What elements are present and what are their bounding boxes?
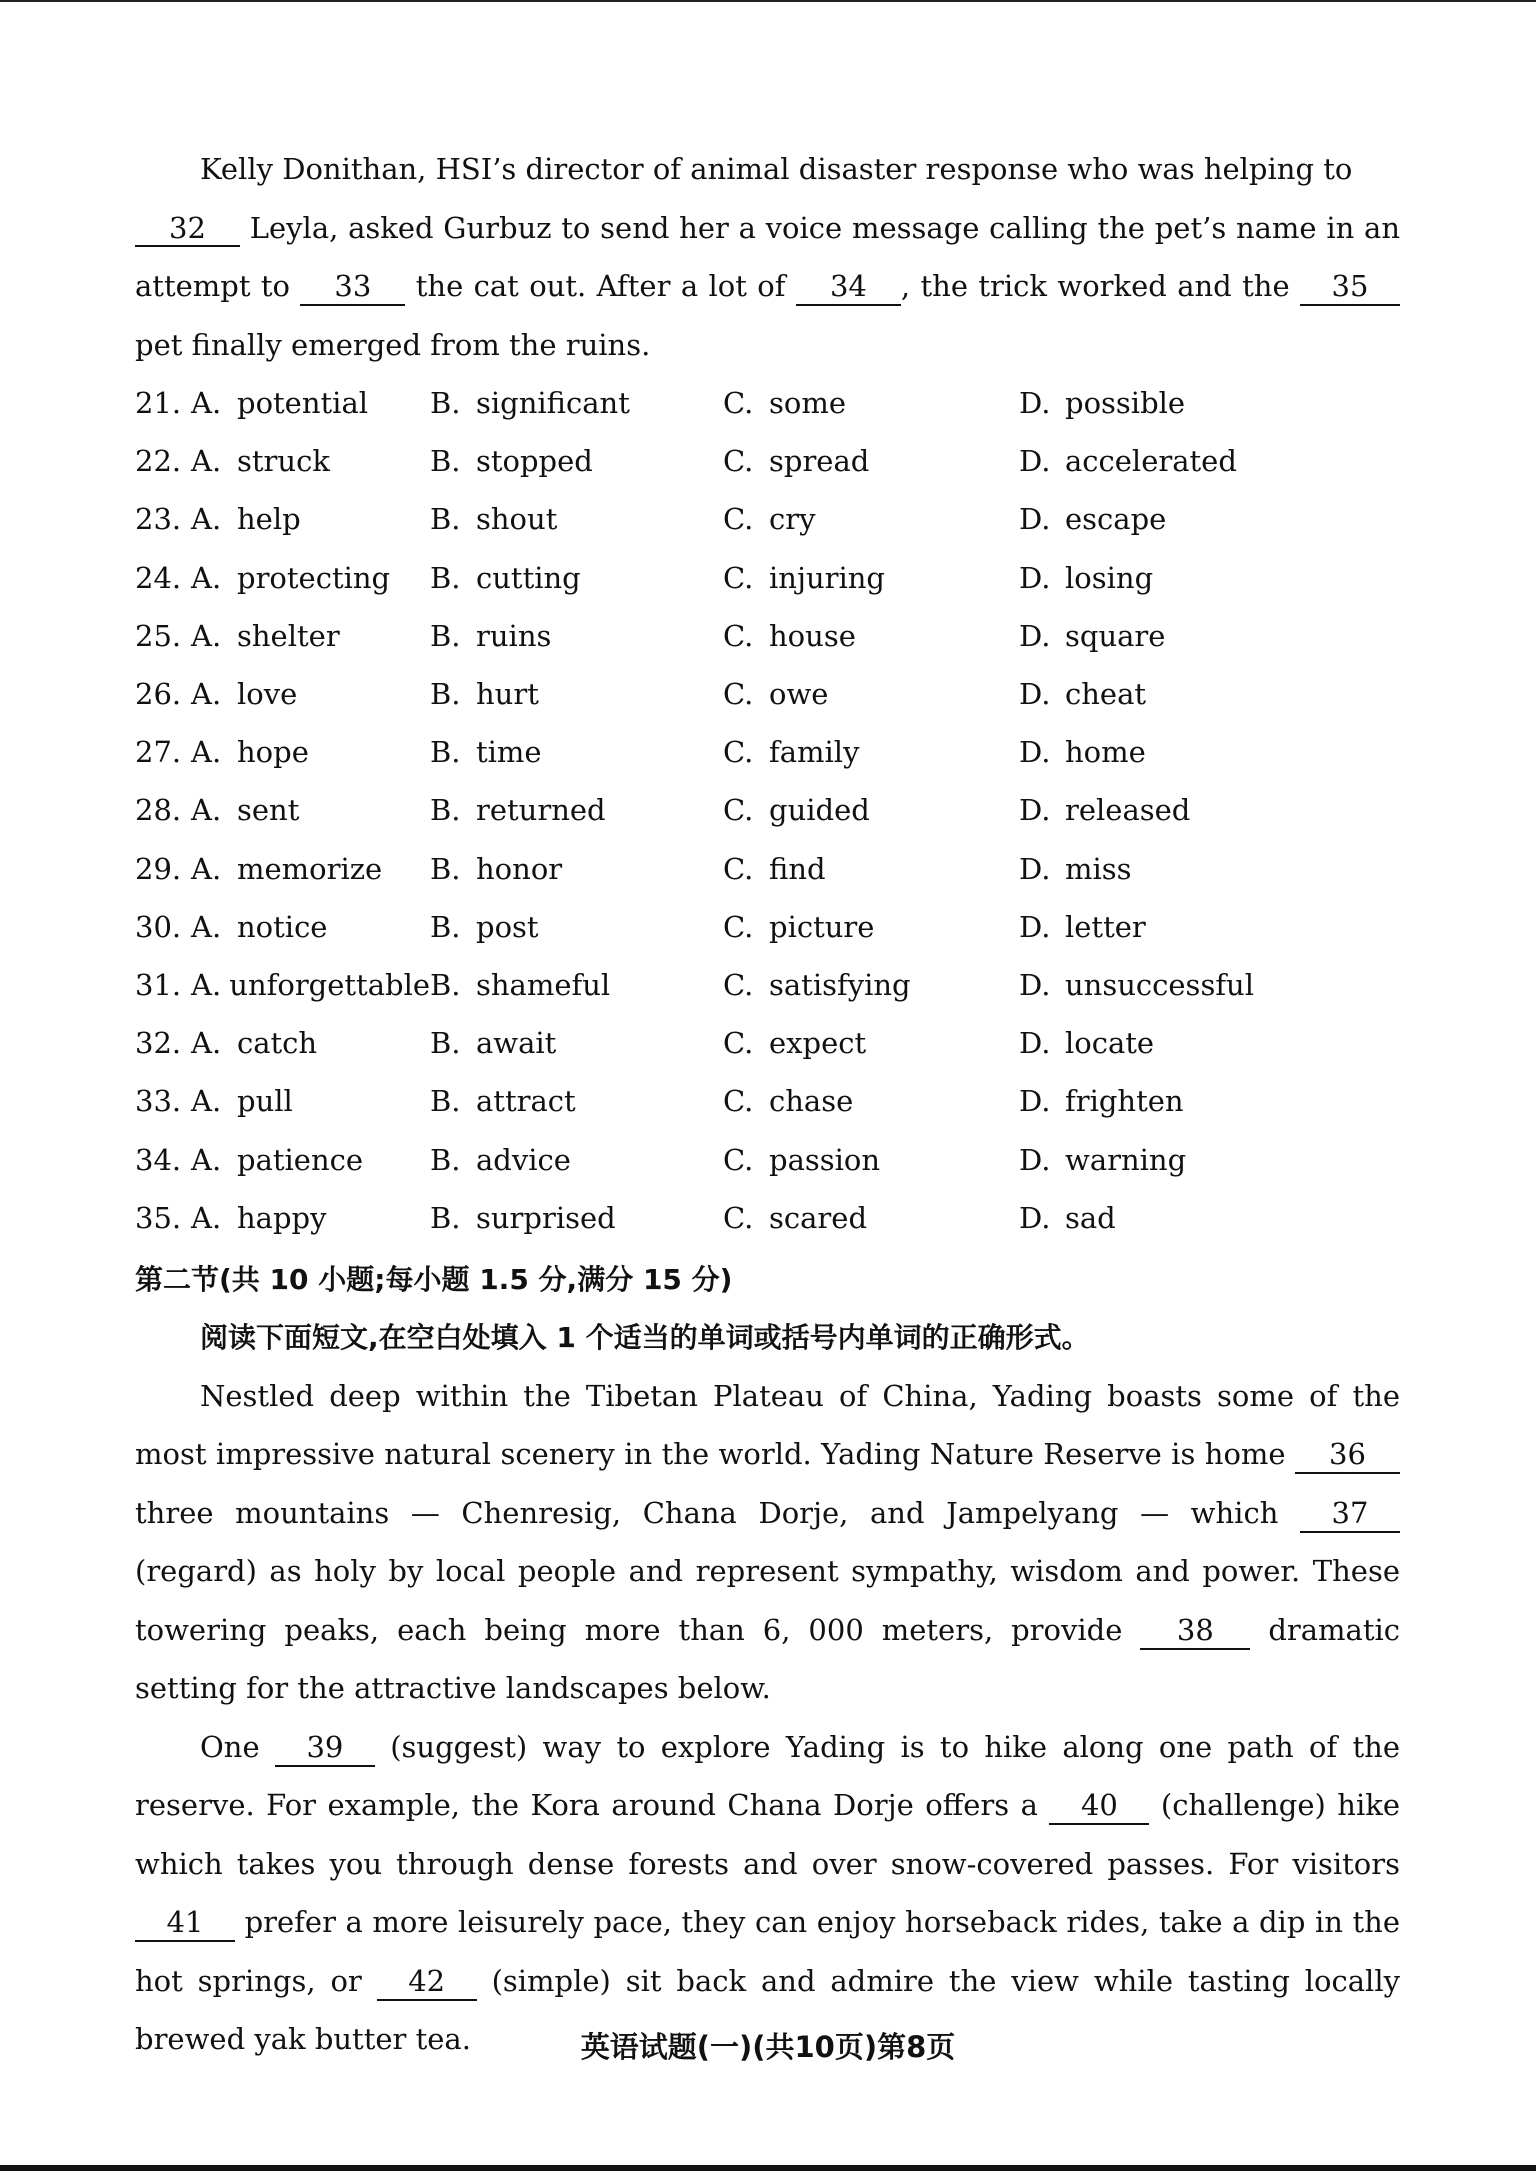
option-d — [1019, 968, 1339, 1002]
option-text: cutting — [476, 560, 581, 595]
option-a — [191, 1143, 430, 1177]
option-letter: D. — [1019, 386, 1051, 421]
passage-text: the cat out. After a lot of — [405, 269, 796, 303]
option-a — [191, 561, 430, 595]
option-text: picture — [769, 909, 875, 944]
option-a — [191, 444, 430, 478]
option-letter: A. — [191, 1026, 222, 1061]
option-text: shelter — [237, 618, 340, 653]
option-text: losing — [1065, 560, 1154, 595]
question-number: 27. — [135, 735, 182, 770]
option-c — [723, 1084, 1019, 1118]
option-b — [430, 1084, 723, 1118]
option-letter: C. — [723, 909, 754, 944]
option-letter: D. — [1019, 1200, 1051, 1235]
option-letter: B. — [430, 967, 461, 1002]
option-text: scared — [769, 1200, 868, 1235]
option-letter: B. — [430, 851, 461, 886]
question-number: 22. — [135, 444, 182, 479]
option-letter: D. — [1019, 444, 1051, 479]
option-d — [1019, 561, 1339, 595]
option-row — [135, 607, 1400, 665]
option-letter: A. — [191, 618, 222, 653]
option-text: happy — [237, 1200, 327, 1235]
bottom-rule — [0, 2165, 1536, 2171]
option-b — [430, 502, 723, 536]
option-letter: A. — [191, 793, 222, 828]
option-c — [723, 852, 1019, 886]
option-a — [191, 793, 430, 827]
option-c — [723, 968, 1019, 1002]
option-text: patience — [237, 1142, 364, 1177]
passage-2-paragraph-1 — [135, 1367, 1400, 1718]
option-text: passion — [769, 1142, 881, 1177]
option-text: advice — [476, 1142, 571, 1177]
option-row — [135, 1130, 1400, 1188]
passage-text: (challenge) hike which takes you through dense forests and over snow-covered passes. For visitors — [135, 1788, 1400, 1881]
option-text: home — [1065, 735, 1146, 770]
option-d — [1019, 735, 1339, 769]
option-text: frighten — [1065, 1084, 1184, 1119]
question-number: 26. — [135, 677, 182, 712]
page-content — [135, 140, 1400, 2069]
option-text: family — [769, 735, 860, 770]
option-text: unsuccessful — [1065, 967, 1255, 1002]
option-text: love — [237, 677, 298, 712]
option-letter: C. — [723, 677, 754, 712]
option-text: time — [476, 735, 542, 770]
question-number: 32. — [135, 1026, 182, 1061]
option-a — [191, 852, 430, 886]
option-text: expect — [769, 1026, 867, 1061]
question-number: 35. — [135, 1200, 182, 1235]
option-text: significant — [476, 386, 630, 421]
option-text: cry — [769, 502, 816, 537]
option-text: returned — [476, 793, 606, 828]
option-letter: A. — [191, 386, 222, 421]
option-c — [723, 1026, 1019, 1060]
option-text: pull — [237, 1084, 293, 1119]
page-footer: 英语试题(一)(共10页)第8页 — [580, 2030, 956, 2064]
option-b — [430, 1143, 723, 1177]
option-c — [723, 619, 1019, 653]
option-row — [135, 840, 1400, 898]
option-text: honor — [476, 851, 563, 886]
option-letter: C. — [723, 1142, 754, 1177]
option-d — [1019, 677, 1339, 711]
option-row — [135, 374, 1400, 432]
option-c — [723, 735, 1019, 769]
option-d — [1019, 619, 1339, 653]
option-letter: C. — [723, 560, 754, 595]
option-letter: B. — [430, 735, 461, 770]
passage-1 — [135, 140, 1400, 374]
option-d — [1019, 1084, 1339, 1118]
option-a — [191, 1084, 430, 1118]
option-b — [430, 968, 723, 1002]
option-text: satisfying — [769, 967, 911, 1002]
option-letter: B. — [430, 793, 461, 828]
option-letter: D. — [1019, 735, 1051, 770]
option-a — [191, 968, 430, 1002]
blank-39: 39 — [275, 1730, 375, 1767]
option-letter: D. — [1019, 677, 1051, 712]
blank-42: 42 — [377, 1964, 477, 2001]
option-letter: C. — [723, 793, 754, 828]
option-row — [135, 956, 1400, 1014]
option-row — [135, 898, 1400, 956]
question-number: 31. — [135, 967, 182, 1002]
option-text: catch — [237, 1026, 318, 1061]
passage-text: Leyla, asked Gurbuz to send her a voice message calling the pet’s name in an attempt to — [135, 210, 1400, 303]
option-letter: B. — [430, 560, 461, 595]
option-text: potential — [237, 386, 369, 421]
option-letter: C. — [723, 1084, 754, 1119]
option-text: owe — [769, 677, 829, 712]
option-text: accelerated — [1065, 444, 1237, 479]
option-text: post — [476, 909, 539, 944]
option-letter: B. — [430, 1142, 461, 1177]
option-letter: B. — [430, 618, 461, 653]
option-c — [723, 793, 1019, 827]
option-text: await — [476, 1026, 557, 1061]
passage-text: (simple) sit back and admire the view while tasting locally brewed yak butter tea. — [135, 1963, 1400, 2057]
option-letter: D. — [1019, 1142, 1051, 1177]
option-text: shout — [476, 502, 558, 537]
option-text: released — [1065, 793, 1191, 828]
option-letter: C. — [723, 735, 754, 770]
option-c — [723, 677, 1019, 711]
option-letter: D. — [1019, 618, 1051, 653]
option-a — [191, 502, 430, 536]
option-b — [430, 1026, 723, 1060]
passage-text: dramatic setting for the attractive landscapes below. — [135, 1612, 1400, 1706]
question-number: 34. — [135, 1142, 182, 1177]
question-number: 24. — [135, 560, 182, 595]
option-text: miss — [1065, 851, 1132, 886]
option-d — [1019, 793, 1339, 827]
option-text: memorize — [237, 851, 383, 886]
option-text: house — [769, 618, 856, 653]
passage-text: three mountains — Chenresig, Chana Dorje, and Jampelyang — which — [135, 1495, 1300, 1530]
option-row — [135, 1189, 1400, 1247]
option-row — [135, 432, 1400, 490]
blank-38: 38 — [1140, 1613, 1250, 1650]
option-letter: B. — [430, 386, 461, 421]
question-number: 30. — [135, 909, 182, 944]
blank-41: 41 — [135, 1905, 235, 1942]
option-text: shameful — [476, 967, 611, 1002]
option-letter: D. — [1019, 967, 1051, 1002]
option-text: sad — [1065, 1200, 1116, 1235]
option-text: ruins — [476, 618, 552, 653]
option-letter: D. — [1019, 502, 1051, 537]
option-a — [191, 386, 430, 420]
option-letter: D. — [1019, 1084, 1051, 1119]
option-text: help — [237, 502, 301, 537]
option-c — [723, 910, 1019, 944]
question-number: 21. — [135, 386, 182, 421]
option-text: locate — [1065, 1026, 1155, 1061]
question-number: 25. — [135, 618, 182, 653]
question-number: 29. — [135, 851, 182, 886]
option-row — [135, 1072, 1400, 1130]
option-text: spread — [769, 444, 870, 479]
option-letter: D. — [1019, 560, 1051, 595]
passage-text: Nestled deep within the Tibetan Plateau of China, Yading boasts some of the most impressive natural scenery in the world. Yading Nature Reserve is home — [135, 1378, 1400, 1472]
option-letter: B. — [430, 502, 461, 537]
option-letter: A. — [191, 1084, 222, 1119]
option-d — [1019, 1201, 1339, 1235]
option-row — [135, 1014, 1400, 1072]
option-letter: A. — [191, 1142, 222, 1177]
option-letter: D. — [1019, 1026, 1051, 1061]
option-text: sent — [237, 793, 300, 828]
option-b — [430, 444, 723, 478]
option-letter: A. — [191, 851, 222, 886]
option-text: chase — [769, 1084, 854, 1119]
option-row — [135, 490, 1400, 548]
passage-text: Kelly Donithan, HSI’s director of animal disaster response who was helping to — [200, 152, 1353, 186]
option-row — [135, 549, 1400, 607]
option-d — [1019, 502, 1339, 536]
option-letter: C. — [723, 444, 754, 479]
option-letter: D. — [1019, 909, 1051, 944]
option-b — [430, 561, 723, 595]
passage-text: One — [200, 1729, 275, 1764]
option-text: unforgettable — [229, 967, 430, 1002]
blank-37: 37 — [1300, 1496, 1400, 1533]
option-letter: D. — [1019, 793, 1051, 828]
option-a — [191, 735, 430, 769]
option-text: cheat — [1065, 677, 1147, 712]
option-text: hope — [237, 735, 309, 770]
option-letter: C. — [723, 1200, 754, 1235]
option-c — [723, 1201, 1019, 1235]
question-number: 28. — [135, 793, 182, 828]
option-text: find — [769, 851, 826, 886]
option-b — [430, 910, 723, 944]
option-text: square — [1065, 618, 1166, 653]
option-b — [430, 1201, 723, 1235]
blank-40: 40 — [1049, 1788, 1149, 1825]
blank-36: 36 — [1295, 1437, 1400, 1474]
blank-33: 33 — [300, 269, 405, 306]
option-letter: A. — [191, 444, 222, 479]
option-letter: A. — [191, 560, 222, 595]
option-text: hurt — [476, 677, 539, 712]
option-a — [191, 1026, 430, 1060]
options-list — [135, 374, 1400, 1247]
blank-35: 35 — [1300, 269, 1400, 306]
option-letter: C. — [723, 967, 754, 1002]
option-text: surprised — [476, 1200, 616, 1235]
option-c — [723, 561, 1019, 595]
option-b — [430, 619, 723, 653]
option-text: escape — [1065, 502, 1167, 537]
section-heading: 第二节(共 10 小题;每小题 1.5 分,满分 15 分) — [135, 1262, 733, 1296]
option-text: struck — [237, 444, 330, 479]
option-d — [1019, 852, 1339, 886]
question-number: 23. — [135, 502, 182, 537]
option-text: warning — [1065, 1142, 1187, 1177]
top-rule — [0, 0, 1536, 2]
option-letter: B. — [430, 1026, 461, 1061]
option-c — [723, 502, 1019, 536]
option-d — [1019, 386, 1339, 420]
option-c — [723, 444, 1019, 478]
option-letter: C. — [723, 502, 754, 537]
option-text: notice — [237, 909, 328, 944]
option-letter: C. — [723, 1026, 754, 1061]
blank-34: 34 — [796, 269, 901, 306]
option-c — [723, 386, 1019, 420]
option-b — [430, 793, 723, 827]
blank-32: 32 — [135, 211, 240, 248]
passage-text: pet finally emerged from the ruins. — [135, 327, 651, 362]
option-text: some — [769, 386, 847, 421]
option-text: attract — [476, 1084, 576, 1119]
option-letter: A. — [191, 735, 222, 770]
option-letter: A. — [191, 502, 222, 537]
option-letter: A. — [191, 967, 222, 1002]
option-text: injuring — [769, 560, 885, 595]
option-row — [135, 781, 1400, 839]
option-text: stopped — [476, 444, 593, 479]
option-b — [430, 677, 723, 711]
question-number: 33. — [135, 1084, 182, 1119]
option-letter: B. — [430, 1200, 461, 1235]
option-d — [1019, 444, 1339, 478]
option-a — [191, 1201, 430, 1235]
section-instruction: 阅读下面短文,在空白处填入 1 个适当的单词或括号内单词的正确形式。 — [200, 1320, 1090, 1354]
option-b — [430, 735, 723, 769]
option-a — [191, 677, 430, 711]
option-row — [135, 665, 1400, 723]
option-letter: C. — [723, 851, 754, 886]
option-a — [191, 619, 430, 653]
option-letter: B. — [430, 677, 461, 712]
option-d — [1019, 1026, 1339, 1060]
option-d — [1019, 1143, 1339, 1177]
option-letter: B. — [430, 444, 461, 479]
option-c — [723, 1143, 1019, 1177]
option-text: guided — [769, 793, 870, 828]
option-letter: C. — [723, 618, 754, 653]
option-letter: D. — [1019, 851, 1051, 886]
option-a — [191, 910, 430, 944]
option-text: protecting — [237, 560, 391, 595]
passage-text: prefer a more leisurely pace, they can enjoy horseback rides, take a dip in the hot springs, or — [135, 1905, 1400, 1998]
passage-text: (suggest) way to explore Yading is to hike along one path of the reserve. For example, the Kora around Chana Dorje offers a — [135, 1729, 1400, 1823]
passage-2-paragraph-2 — [135, 1718, 1400, 2069]
option-letter: A. — [191, 1200, 222, 1235]
option-b — [430, 852, 723, 886]
option-d — [1019, 910, 1339, 944]
option-row — [135, 723, 1400, 781]
option-letter: A. — [191, 677, 222, 712]
option-text: possible — [1065, 386, 1186, 421]
option-text: letter — [1065, 909, 1146, 944]
passage-text: , the trick worked and the — [900, 269, 1300, 303]
option-letter: A. — [191, 909, 222, 944]
option-b — [430, 386, 723, 420]
option-letter: C. — [723, 386, 754, 421]
option-letter: B. — [430, 1084, 461, 1119]
option-letter: B. — [430, 909, 461, 944]
passage-text: (regard) as holy by local people and represent sympathy, wisdom and power. These towering peaks, each being more than 6, 000 meters, provide — [135, 1554, 1400, 1647]
